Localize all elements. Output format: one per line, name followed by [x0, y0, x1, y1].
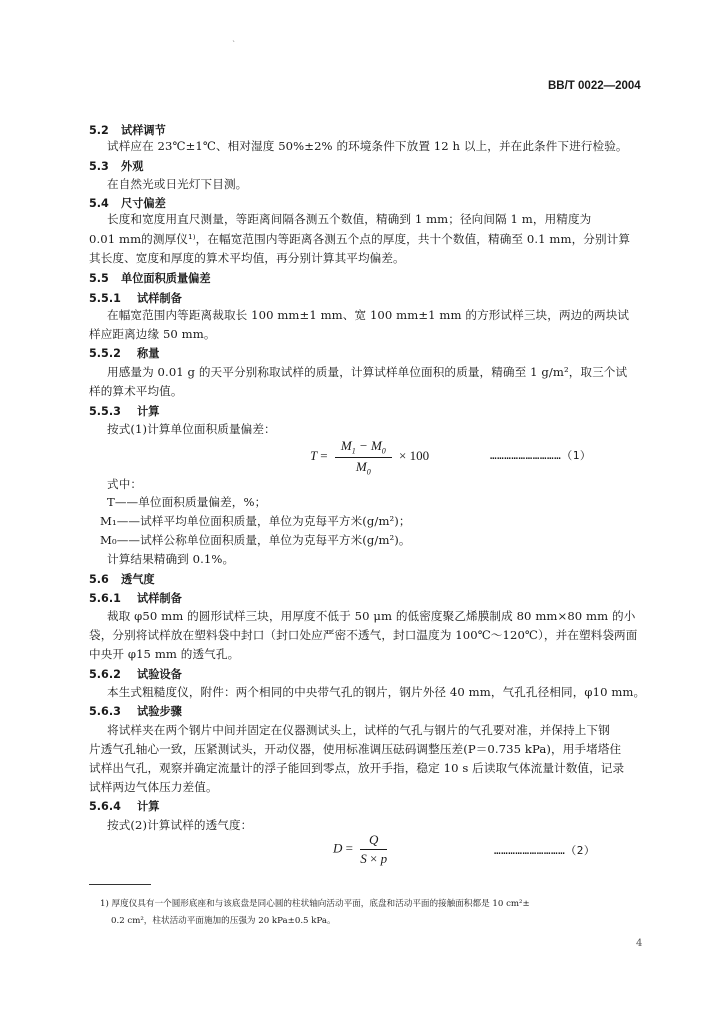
para-5-3-line1: 在自然光或日光灯下目测。 [107, 177, 248, 191]
heading-5-5: 5.5 单位面积质量偏差 [89, 272, 211, 285]
heading-5-5-2: 5.5.2 称量 [89, 347, 160, 360]
para-5-5-1-line1: 在幅宽范围内等距离裁取长 100 mm±1 mm、宽 100 mm±1 mm 的方形试样三块，两边的两块试 [107, 308, 630, 322]
para-5-4-line2: 0.01 mm的测厚仪¹⁾，在幅宽范围内等距离各测五个点的厚度，共十个数值，精确至 0.1 mm，分别计算 [89, 232, 631, 246]
heading-5-6-2: 5.6.2 试验设备 [89, 668, 182, 681]
equation-number-1: …………………………（1） [490, 449, 592, 462]
precision-note: 计算结果精确到 0.1%。 [107, 552, 235, 566]
para-5-5-2-line2: 样的算术平均值。 [89, 384, 183, 398]
heading-5-4: 5.4 尺寸偏差 [89, 197, 166, 210]
heading-5-6-3: 5.6.3 试验步骤 [89, 705, 182, 718]
heading-5-6: 5.6 透气度 [89, 573, 155, 586]
scan-speck: ˋ [232, 40, 236, 49]
page-number: 4 [636, 938, 643, 949]
para-5-5-3-line1: 按式(1)计算单位面积质量偏差： [107, 422, 276, 436]
para-5-6-3-line2: 片透气孔轴心一致，压紧测试头，开动仪器，使用标准调压砝码调整压差(P＝0.735 kPa)，用手堵塔住 [89, 742, 622, 756]
para-5-5-2-line1: 用感量为 0.01 g 的天平分别称取试样的质量，计算试样单位面积的质量，精确至 1 g/m²，取三个试 [107, 365, 628, 379]
para-5-4-line1: 长度和宽度用直尺测量，等距离间隔各测五个数值，精确到 1 mm；径向间隔 1 m，用精度为 [107, 212, 592, 226]
para-5-2-line1: 试样应在 23℃±1℃、相对湿度 50%±2% 的环境条件下放置 12 h 以上，并在此条件下进行检验。 [107, 139, 628, 153]
standard-number: BB/T 0022—2004 [548, 80, 641, 92]
para-5-6-3-line3: 试样出气孔，观察并确定流量计的浮子能回到零点，放开手指，稳定 10 s 后读取气体流量计数值，记录 [89, 761, 625, 775]
heading-5-2: 5.2 试样调节 [89, 124, 166, 137]
formula-1: T = $\frac{M_1 - M_0}{M_0}$ × 100 [310, 438, 430, 477]
para-5-6-3-line4: 试样两边气体压力差值。 [89, 780, 218, 794]
definition-M0: M₀——试样公称单位面积质量，单位为克每平方米(g/m²)。 [100, 533, 411, 547]
heading-5-6-4: 5.6.4 计算 [89, 800, 160, 813]
heading-5-5-1: 5.5.1 试样制备 [89, 292, 182, 305]
heading-5-6-1: 5.6.1 试样制备 [89, 592, 182, 605]
footnote-rule [89, 884, 151, 885]
para-5-6-2-line1: 本生式粗糙度仪，附件：两个相同的中央带气孔的钢片，钢片外径 40 mm，气孔孔径相同，φ10 mm。 [107, 685, 646, 699]
heading-5-3: 5.3 外观 [89, 160, 144, 173]
para-5-6-1-line3: 中央开 φ15 mm 的透气孔。 [89, 647, 240, 661]
para-5-6-1-line2: 袋，分别将试样放在塑料袋中封口（封口处应严密不透气，封口温度为 100℃～120℃），并在塑料袋两面 [89, 628, 638, 642]
para-5-6-3-line1: 将试样夹在两个钢片中间并固定在仪器测试头上，试样的气孔与钢片的气孔要对准，并保持上下钢 [107, 723, 610, 737]
para-5-4-line3: 其长度、宽度和厚度的算术平均值，再分别计算其平均偏差。 [89, 251, 405, 265]
footnote-line1: 1) 厚度仪具有一个圆形底座和与该底盘是同心圆的柱状轴向活动平面，底盘和活动平面的接触面积都是 10 cm²± [100, 899, 530, 909]
footnote-line2: 0.2 cm²，柱状活动平面施加的压强为 20 kPa±0.5 kPa。 [111, 916, 336, 926]
para-5-5-1-line2: 样应距离边缘 50 mm。 [89, 327, 216, 341]
equation-number-2: …………………………（2） [494, 844, 596, 857]
para-5-6-1-line1: 裁取 φ50 mm 的圆形试样三块，用厚度不低于 50 μm 的低密度聚乙烯膜制成 80 mm×80 mm 的小 [107, 609, 636, 623]
definition-M1: M₁——试样平均单位面积质量，单位为克每平方米(g/m²)； [100, 514, 411, 528]
formula-2: D = $\frac{Q}{S \times p}$ [333, 832, 388, 866]
definition-T: T——单位面积质量偏差，%； [107, 495, 267, 509]
where-label: 式中： [107, 477, 143, 491]
para-5-6-4-line1: 按式(2)计算试样的透气度： [107, 818, 253, 832]
heading-5-5-3: 5.5.3 计算 [89, 405, 160, 418]
